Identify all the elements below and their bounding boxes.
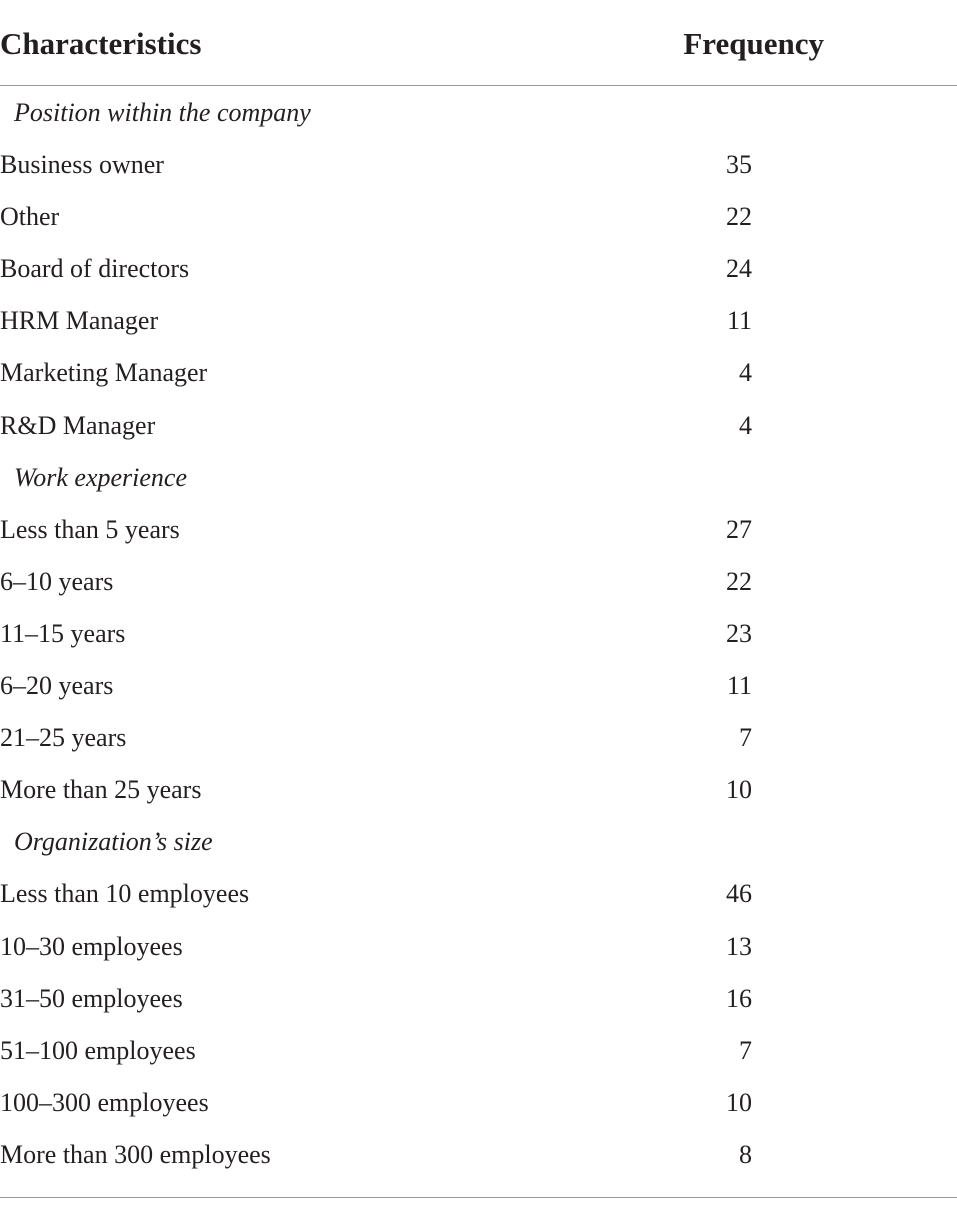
row-value: 8 (739, 1139, 752, 1169)
table-body (0, 86, 957, 1180)
row-value: 35 (726, 150, 752, 180)
row-value: 11 (726, 671, 752, 701)
row-value: 22 (726, 566, 752, 596)
section-title: Work experience (14, 462, 188, 492)
row-label: 6–20 years (0, 671, 114, 701)
row-label: HRM Manager (0, 306, 159, 336)
table-row (0, 711, 957, 763)
table-row (0, 190, 957, 242)
table-header (0, 0, 957, 86)
row-value: 16 (726, 983, 752, 1013)
row-label: 6–10 years (0, 566, 114, 596)
row-value: 13 (726, 931, 752, 961)
table-row (0, 503, 957, 555)
section-heading-organization-size (0, 815, 957, 867)
row-label: Less than 10 employees (0, 879, 250, 909)
row-label: R&D Manager (0, 410, 156, 440)
row-label: More than 300 employees (0, 1139, 271, 1169)
row-label: 11–15 years (0, 618, 126, 648)
row-label: 31–50 employees (0, 983, 183, 1013)
row-label: More than 25 years (0, 775, 202, 805)
table-row (0, 763, 957, 815)
row-value: 23 (726, 618, 752, 648)
row-label: 10–30 employees (0, 931, 183, 961)
table-row (0, 867, 957, 919)
row-value: 4 (739, 358, 752, 388)
row-value: 24 (726, 254, 752, 284)
row-label: 100–300 employees (0, 1087, 209, 1117)
table-row (0, 607, 957, 659)
row-value: 22 (726, 202, 752, 232)
header-frequency: Frequency (683, 26, 824, 61)
row-label: 21–25 years (0, 723, 127, 753)
table-row (0, 138, 957, 190)
row-value: 4 (739, 410, 752, 440)
row-label: Board of directors (0, 254, 190, 284)
table-row (0, 346, 957, 398)
row-value: 10 (726, 775, 752, 805)
table-row (0, 242, 957, 294)
section-heading-work-experience (0, 451, 957, 503)
table-row (0, 920, 957, 972)
row-value: 11 (726, 306, 752, 336)
table-row (0, 1128, 957, 1180)
row-label: Marketing Manager (0, 358, 208, 388)
header-characteristics: Characteristics (0, 26, 202, 61)
table-bottom-rule (0, 1197, 957, 1198)
table-row (0, 1024, 957, 1076)
row-value: 10 (726, 1087, 752, 1117)
row-value: 46 (726, 879, 752, 909)
table-row (0, 659, 957, 711)
row-label: Other (0, 202, 60, 232)
table-row (0, 555, 957, 607)
row-label: 51–100 employees (0, 1035, 196, 1065)
row-label: Business owner (0, 150, 164, 180)
row-value: 27 (726, 514, 752, 544)
section-title: Organization’s size (14, 827, 213, 857)
row-label: Less than 5 years (0, 514, 180, 544)
table-row (0, 294, 957, 346)
table-row (0, 972, 957, 1024)
row-value: 7 (739, 1035, 752, 1065)
table-row (0, 399, 957, 451)
row-value: 7 (739, 723, 752, 753)
section-heading-position (0, 86, 957, 138)
section-title: Position within the company (14, 98, 311, 127)
table-row (0, 1076, 957, 1128)
